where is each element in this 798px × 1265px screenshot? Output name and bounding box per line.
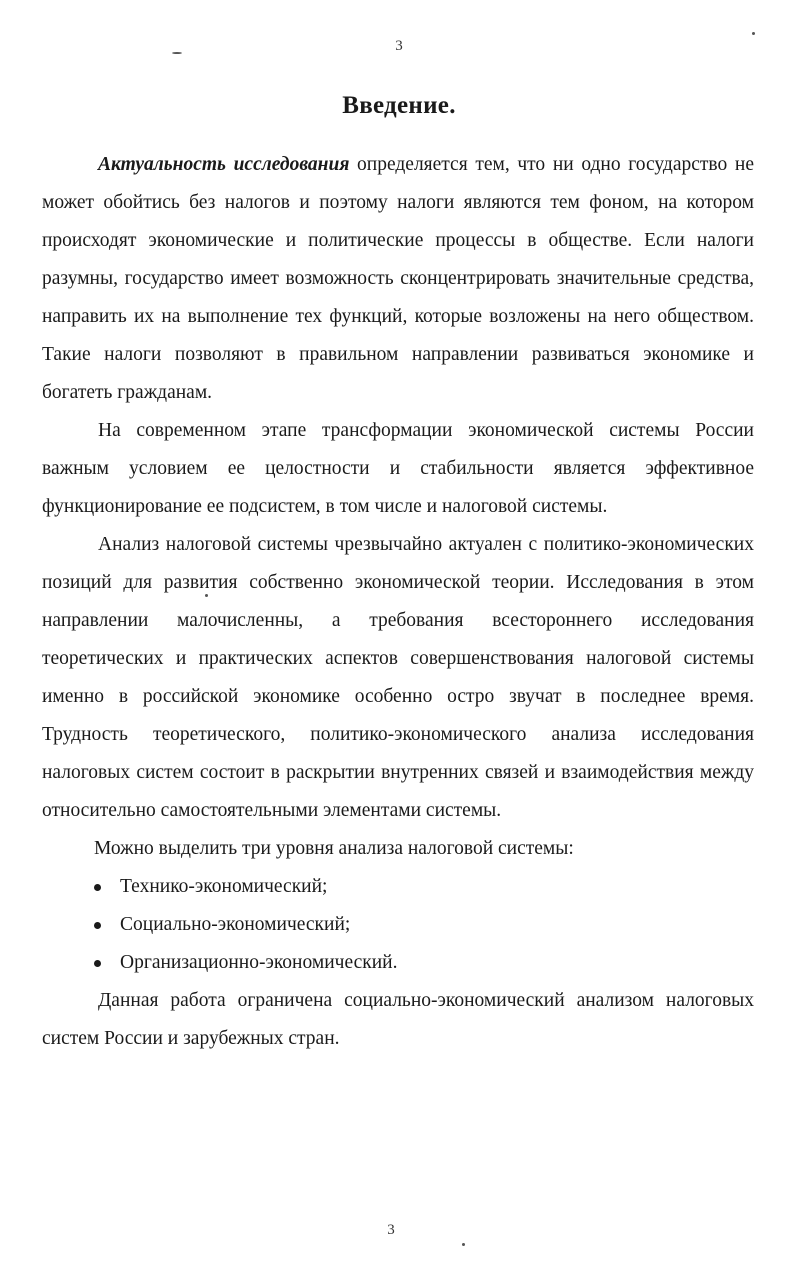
paragraph-relevance-text: определяется тем, что ни одно государство не может обойтись без налогов и поэтому налоги являются тем фоном, на котором происходят экономические и политические процессы в обществе. Если налоги разумны, государство имеет возможность сконцентрировать значительные средства, направить их на выполнение тех функций, которые возложены на него обществом. Такие налоги позволяют в правильном направлении развиваться экономике и богатеть гражданам. bbox=[42, 154, 754, 403]
scan-speck bbox=[462, 1243, 465, 1246]
scan-speck bbox=[205, 594, 208, 597]
list-item-text: Организационно-экономический. bbox=[120, 952, 398, 973]
body-text bbox=[42, 146, 754, 1058]
levels-list bbox=[42, 868, 754, 982]
list-item-text: Социально-экономический; bbox=[120, 914, 351, 935]
bullet-icon bbox=[94, 960, 101, 967]
list-item-text: Технико-экономический; bbox=[120, 876, 328, 897]
bullet-icon bbox=[94, 884, 101, 891]
paragraph-scope: Данная работа ограничена социально-экономический анализом налоговых систем России и зарубежных стран. bbox=[42, 990, 754, 1049]
list-item bbox=[42, 944, 754, 982]
paragraph-analysis: Анализ налоговой системы чрезвычайно актуален с политико-экономических позиций для развития собственно экономической теории. Исследования в этом направлении малочисленны, а требования всестороннего исследования теоретических и практических аспектов совершенствования налоговой системы именно в российской экономике особенно остро звучат в последнее время. Трудность теоретического, политико-экономического анализа исследования налоговых систем состоит в раскрытии внутренних связей и взаимодействия между относительно самостоятельными элементами системы. bbox=[42, 534, 754, 821]
page-title: Введение. bbox=[342, 92, 456, 119]
bullet-icon bbox=[94, 922, 101, 929]
scan-speck bbox=[752, 32, 755, 35]
page-number-bottom: 3 bbox=[387, 1222, 395, 1238]
paragraph-transformation: На современном этапе трансформации экономической системы России важным условием ее целостности и стабильности является эффективное функционирование ее подсистем, в том числе и налоговой системы. bbox=[42, 420, 754, 517]
list-item bbox=[42, 906, 754, 944]
levels-intro: Можно выделить три уровня анализа налоговой системы: bbox=[94, 838, 574, 859]
emphasis-relevance: Актуальность исследования bbox=[98, 154, 350, 175]
paragraph-relevance bbox=[42, 146, 754, 412]
scan-speck bbox=[172, 52, 182, 54]
page-number-top: 3 bbox=[395, 38, 403, 54]
list-item bbox=[42, 868, 754, 906]
